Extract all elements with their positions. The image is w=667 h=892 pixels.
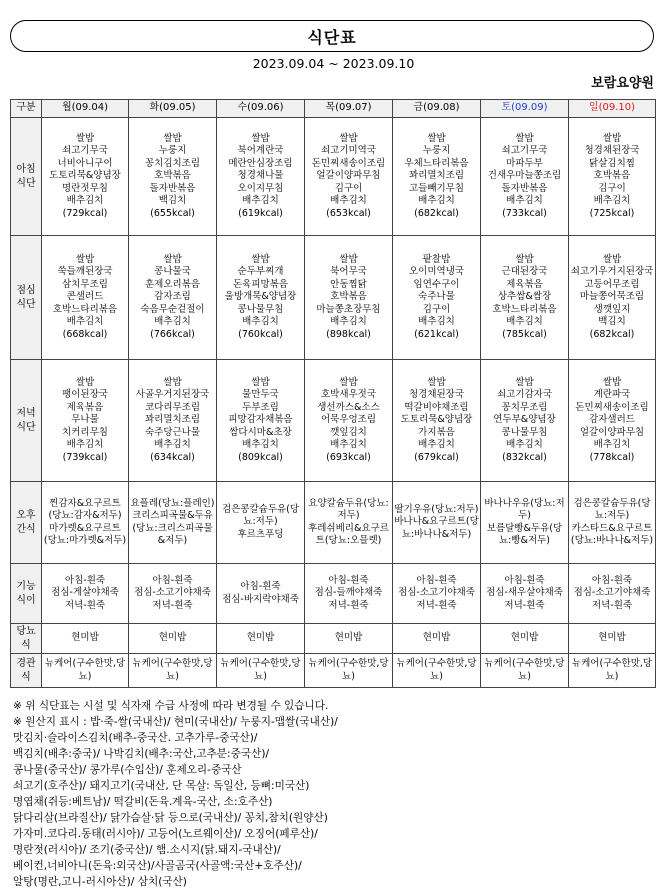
note-line: 알탕(명란,고니-러시아산)/ 삼치(국산) bbox=[13, 876, 187, 888]
meal-cell: 쌀밥 쑥들깨된장국 삼치무조림 콘샐러드 호박느타리볶음 배추김치 (668kcal) bbox=[42, 236, 129, 360]
meal-cell: 뉴케어(구수한맛,당뇨) bbox=[217, 654, 305, 688]
row-label: 기능 식이 bbox=[11, 564, 42, 624]
meal-cell: 쌀밥 북어계란국 메란안심장조림 청경채나물 오이지무침 배추김치 (619kcal) bbox=[217, 118, 305, 236]
meal-cell: 쌀밥 순두부찌개 돈육피망볶음 울방개묵&양념장 콩나물무침 배추김치 (760kcal) bbox=[217, 236, 305, 360]
meal-cell: 뉴케어(구수한맛,당뇨) bbox=[569, 654, 656, 688]
meal-cell: 딸기우유(당뇨:저두) 바나나&요구르트(당뇨:바나나&저두) bbox=[393, 482, 481, 564]
note-line: 맛김치·슬라이스김치(배추-중국산. 고추가루-중국산)/ bbox=[13, 732, 258, 744]
meal-cell: 쌀밥 물만두국 두부조림 피망감자채볶음 쌈다시마&초장 배추김치 (809kcal) bbox=[217, 360, 305, 482]
meal-row-diabetic bbox=[11, 624, 656, 654]
note-line: 가자미.코다리.동태(러시아)/ 고등어(노르웨이산)/ 오징어(페루산)/ bbox=[13, 828, 318, 840]
row-label: 경관 식 bbox=[11, 654, 42, 688]
note-line: 명엽채(쥐등:베트남)/ 떡갈비(돈육.계육-국산, 소:호주산) bbox=[13, 796, 273, 808]
day-header: 일(09.10) bbox=[569, 100, 656, 118]
day-header: 목(09.07) bbox=[305, 100, 393, 118]
meal-cell: 아침-흰죽 점심-바지락야채죽 bbox=[217, 564, 305, 624]
meal-cell: 쌀밥 북어무국 안동찜닭 호박볶음 마늘쫑초장무침 배추김치 (898kcal) bbox=[305, 236, 393, 360]
note-line: 쇠고기(호주산)/ 돼지고기(국내산, 단 목살: 독일산, 등뼈:미국산) bbox=[13, 780, 310, 792]
meal-cell: 뉴케어(구수한맛,당뇨) bbox=[129, 654, 217, 688]
page-title: 식단표 bbox=[307, 27, 357, 47]
meal-cell: 쌀밥 쇠고기감자국 꽁치무조림 연두부&양념장 콩나물무침 배추김치 (832kcal) bbox=[481, 360, 569, 482]
meal-cell: 쌀밥 청경채된장국 떡갈비야채조림 도토리묵&양념장 가지볶음 배추김치 (679kcal) bbox=[393, 360, 481, 482]
meal-cell: 아침-흰죽 점심-새우살야채죽 저녁-흰죽 bbox=[481, 564, 569, 624]
page-title-box bbox=[10, 20, 654, 52]
meal-cell: 쌀밥 쇠고기무국 마파두부 건새우마늘쫑조림 돌자반볶음 배추김치 (733kcal) bbox=[481, 118, 569, 236]
day-header: 수(09.06) bbox=[217, 100, 305, 118]
row-label: 저녁 식단 bbox=[11, 360, 42, 482]
date-range: 2023.09.04 ~ 2023.09.10 bbox=[252, 56, 415, 71]
meal-cell: 아침-흰죽 점심-소고기야채죽 저녁-흰죽 bbox=[129, 564, 217, 624]
meal-cell: 쌀밥 팽이된장국 제육볶음 무나물 치커리무침 배추김치 (739kcal) bbox=[42, 360, 129, 482]
note-line: ※ 원산지 표시 : 밥·죽-쌀(국내산)/ 현미(국내산)/ 누룽지-맵쌀(국내산)/ bbox=[13, 716, 338, 728]
day-header: 월(09.04) bbox=[42, 100, 129, 118]
meal-cell: 현미밥 bbox=[569, 624, 656, 654]
meal-cell: 뉴케어(구수한맛,당뇨) bbox=[42, 654, 129, 688]
meal-cell: 뉴케어(구수한맛,당뇨) bbox=[393, 654, 481, 688]
meal-cell: 쌀밥 쇠고기무국 너비아니구이 도토리묵&양념장 명란젓무침 배추김치 (729kcal) bbox=[42, 118, 129, 236]
meal-cell: 쌀밥 근대된장국 제육볶음 상추쌈&쌈장 호박느타리볶음 배추김치 (785kcal) bbox=[481, 236, 569, 360]
note-line: 콩나물(중국산)/ 콩가루(수입산)/ 훈제오리-중국산 bbox=[13, 764, 242, 776]
meal-cell: 쌀밥 호박새우젓국 생선까스&소스 어묵우엉조림 깻잎김치 배추김치 (693kcal) bbox=[305, 360, 393, 482]
meal-cell: 바나나우유(당뇨:저두) 보름달빵&두유(당뇨:빵&저두) bbox=[481, 482, 569, 564]
meal-table bbox=[10, 99, 656, 688]
notes-section bbox=[13, 698, 658, 890]
meal-row-breakfast bbox=[11, 118, 656, 236]
meal-cell: 현미밥 bbox=[481, 624, 569, 654]
meal-row-dinner bbox=[11, 360, 656, 482]
meal-cell: 현미밥 bbox=[393, 624, 481, 654]
meal-cell: 쌀밥 콩나물국 훈제오리볶음 감자조림 숙음무순겉절이 배추김치 (766kcal) bbox=[129, 236, 217, 360]
meal-cell: 뉴케어(구수한맛,당뇨) bbox=[481, 654, 569, 688]
meal-cell: 쌀밥 쇠고기우거지된장국 고등어무조림 마늘쫑어묵조림 생깻잎지 백김치 (682kcal) bbox=[569, 236, 656, 360]
meal-cell: 현미밥 bbox=[217, 624, 305, 654]
note-line: ※ 위 식단표는 시설 및 식자재 수급 사정에 따라 변경될 수 있습니다. bbox=[13, 700, 329, 712]
row-label: 당뇨 식 bbox=[11, 624, 42, 654]
day-header: 토(09.09) bbox=[481, 100, 569, 118]
day-header: 화(09.05) bbox=[129, 100, 217, 118]
organization-name: 보람요양원 bbox=[591, 76, 654, 91]
row-label: 오후 간식 bbox=[11, 482, 42, 564]
note-line: 닭다리살(브라질산)/ 닭가슴살·닭 등으로(국내산)/ 꽁치,참치(원양산) bbox=[13, 812, 328, 824]
meal-cell: 쌀밥 계란파국 돈민찌새송이조림 감자샐러드 얼갈이양파무침 배추김치 (778kcal) bbox=[569, 360, 656, 482]
meal-cell: 아침-흰죽 점심-들깨야채죽 저녁-흰죽 bbox=[305, 564, 393, 624]
meal-cell: 쌀밥 누룽지 꽁치김치조림 호박볶음 돌자반볶음 백김치 (655kcal) bbox=[129, 118, 217, 236]
meal-cell: 뉴케어(구수한맛,당뇨) bbox=[305, 654, 393, 688]
meal-cell: 쌀밥 청경채된장국 닭살김치찜 호박볶음 김구이 배추김치 (725kcal) bbox=[569, 118, 656, 236]
meal-cell: 요양칼슘두유(당뇨:저두) 후레쉬베리&요구르트(당뇨:오믈렛) bbox=[305, 482, 393, 564]
meal-row-tube bbox=[11, 654, 656, 688]
meal-cell: 현미밥 bbox=[42, 624, 129, 654]
meal-cell: 검은콩칼슘두유(당뇨:저두) 카스타드&요구르트(당뇨:바나나&저두) bbox=[569, 482, 656, 564]
meal-cell: 현미밥 bbox=[129, 624, 217, 654]
meal-cell: 아침-흰죽 점심-게살야채죽 저녁-흰죽 bbox=[42, 564, 129, 624]
meal-cell: 팥찰밥 오이미역냉국 임연수구이 숙주나물 김구이 배추김치 (621kcal) bbox=[393, 236, 481, 360]
meal-cell: 아침-흰죽 점심-소고기야채죽 저녁-흰죽 bbox=[569, 564, 656, 624]
meal-row-snack bbox=[11, 482, 656, 564]
header-corner: 구분 bbox=[11, 100, 42, 118]
note-line: 명란젓(러시아)/ 조기(중국산)/ 햄.소시지(닭.돼지-국내산)/ bbox=[13, 844, 281, 856]
meal-cell: 찐감자&요구르트 (당뇨:감자&저두) 마가렛&요구르트 (당뇨:마가렛&저두) bbox=[42, 482, 129, 564]
meal-row-lunch bbox=[11, 236, 656, 360]
row-label: 아침 식단 bbox=[11, 118, 42, 236]
note-line: 베이컨,너비아니(돈육:외국산)/사골곰국(사골액:국산+호주산)/ bbox=[13, 860, 302, 872]
meal-cell: 검은콩칼슘두유(당뇨:저두) 후르츠푸딩 bbox=[217, 482, 305, 564]
meal-cell: 쌀밥 사골우거지된장국 코다리무조림 꽈리멸치조림 숙주당근나물 배추김치 (634kcal) bbox=[129, 360, 217, 482]
meal-cell: 현미밥 bbox=[305, 624, 393, 654]
meal-cell: 쌀밥 누룽지 우체느타리볶음 꽈리멸치조림 고들빼기무침 배추김치 (682kcal) bbox=[393, 118, 481, 236]
meal-cell: 쌀밥 쇠고기미역국 돈민찌새송이조림 얼갈이양파무침 김구이 배추김치 (653kcal) bbox=[305, 118, 393, 236]
day-header: 금(09.08) bbox=[393, 100, 481, 118]
meal-cell: 요플레(당뇨:플레인) 크리스피곡물&두유(당뇨:크리스피곡물&저두) bbox=[129, 482, 217, 564]
note-line: 백김치(배추:중국)/ 나박김치(배추:국산,고추분:중국산)/ bbox=[13, 748, 270, 760]
meal-cell: 아침-흰죽 점심-소고기야채죽 저녁-흰죽 bbox=[393, 564, 481, 624]
row-label: 점심 식단 bbox=[11, 236, 42, 360]
meal-row-functional bbox=[11, 564, 656, 624]
table-header-row bbox=[11, 100, 656, 118]
